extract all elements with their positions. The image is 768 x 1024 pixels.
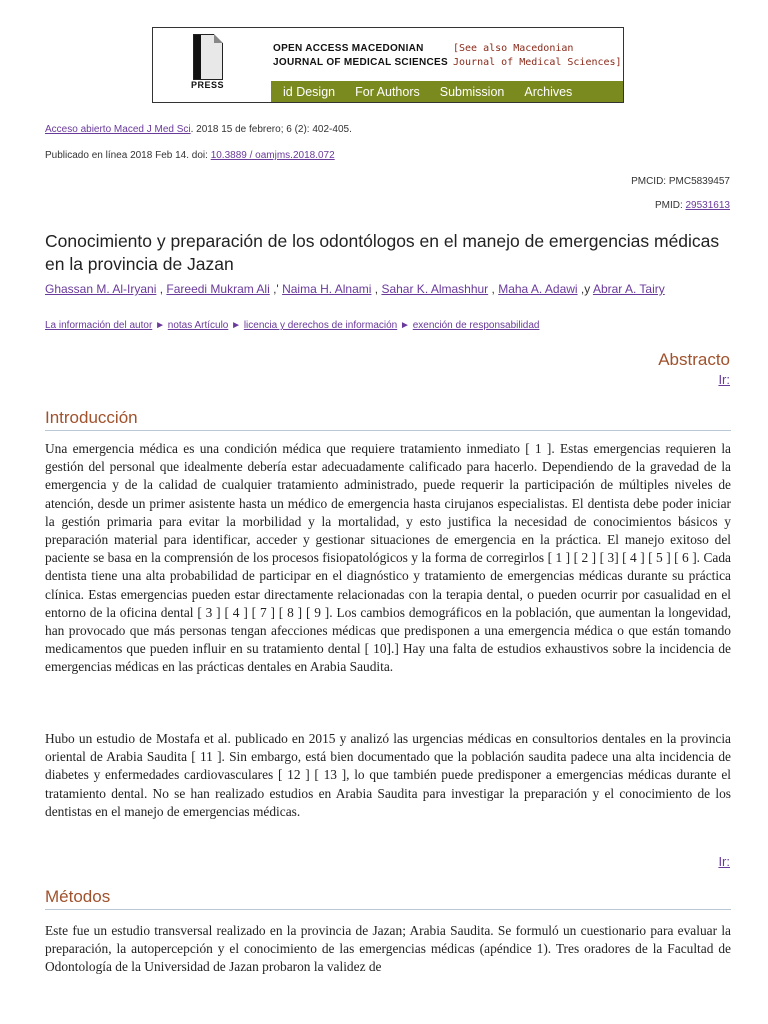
author-link[interactable]: Naima H. Alnami [282, 282, 372, 296]
doi-link[interactable]: 10.3889 / oamjms.2018.072 [210, 150, 335, 161]
citation-line [45, 124, 352, 135]
pmid-label: PMID: [654, 200, 683, 211]
author-separator: , [156, 282, 167, 296]
disclaimer-link[interactable]: exención de responsabilidad [412, 320, 540, 331]
published-line [45, 150, 335, 161]
journal-title-line2: JOURNAL OF MEDICAL SCIENCES [273, 57, 448, 68]
arrow-icon: ► [231, 320, 242, 331]
methods-paragraph-1: Este fue un estudio transversal realizado en la provincia de Jazan; Arabia Saudita. Se formuló un cuestionario para evaluar la preparación, la autopercepción y el conocimiento de las emergencias médicas (apéndice 1). Tres oradores de la Facultad de Odontología de la Universidad de Jazan probaron la validez de [45, 923, 731, 975]
author-link[interactable]: Abrar A. Tairy [592, 282, 665, 296]
author-link[interactable]: Ghassan M. Al-Iryani [45, 282, 157, 296]
author-info-link[interactable]: La información del autor [45, 320, 153, 331]
license-link[interactable]: licencia y derechos de información [243, 320, 398, 331]
article-title: Conocimiento y preparación de los odontólogos en el manejo de emergencias médicas en la provincia de Jazan [45, 231, 720, 274]
journal-link[interactable]: Acceso abierto Maced J Med Sci [45, 124, 191, 135]
journal-title [273, 42, 448, 70]
see-also-line2: Journal of Medical Sciences] [453, 57, 622, 68]
author-separator: ,y [577, 282, 593, 296]
nav-archives[interactable]: Archives [524, 84, 573, 99]
goto-link[interactable]: Ir: [718, 854, 730, 869]
journal-title-line1: OPEN ACCESS MACEDONIAN [273, 43, 424, 54]
see-also-line1: [See also Macedonian [453, 43, 574, 54]
article-info-links [45, 320, 539, 331]
author-list [45, 282, 665, 296]
author-separator: ,' [269, 282, 283, 296]
arrow-icon: ► [155, 320, 165, 331]
author-separator: , [488, 282, 499, 296]
author-separator: , [371, 282, 382, 296]
published-prefix: Publicado en línea 2018 Feb 14. doi: [45, 150, 208, 161]
pmcid: PMCID: PMC5839457 [631, 176, 730, 187]
pmid-link[interactable]: 29531613 [685, 200, 730, 211]
article-notes-link[interactable]: notas Artículo [167, 320, 229, 331]
nav-for-authors[interactable]: For Authors [355, 84, 420, 99]
methods-heading: Métodos [45, 887, 731, 910]
press-label: PRESS [191, 80, 225, 90]
nav-id-design[interactable]: id Design [283, 84, 336, 99]
abstract-heading[interactable]: Abstracto [658, 350, 730, 369]
introduction-paragraph-2: Hubo un estudio de Mostafa et al. publicado en 2015 y analizó las urgencias médicas en consultorios dentales en la provincia oriental de Arabia Saudita [ 11 ]. Sin embargo, está bien documentado que la población saudita padece una alta incidencia de diabetes y enfermedades cardiovasculares [ 12 ] [ 13 ], lo que también puede predisponer a emergencias médicas durante el tratamiento dental. No se han realizado estudios en Arabia Saudita para investigar la preparación y el conocimiento de los dentistas en el manejo de emergencias médicas. [45, 731, 731, 819]
author-link[interactable]: Maha A. Adawi [498, 282, 578, 296]
banner-nav [271, 81, 623, 102]
journal-banner [152, 27, 624, 103]
document-icon [193, 34, 223, 80]
author-link[interactable]: Fareedi Mukram Ali [166, 282, 270, 296]
author-link[interactable]: Sahar K. Almashhur [381, 282, 489, 296]
goto-link[interactable]: Ir: [718, 372, 730, 387]
see-also-note [453, 42, 622, 70]
introduction-heading: Introducción [45, 408, 731, 431]
arrow-icon: ► [400, 320, 410, 331]
citation-details: . 2018 15 de febrero; 6 (2): 402-405. [190, 124, 352, 135]
pmid-line [655, 200, 730, 211]
nav-submission[interactable]: Submission [439, 84, 505, 99]
introduction-paragraph-1: Una emergencia médica es una condición médica que requiere tratamiento inmediato [ 1 ]. Estas emergencias requieren la gestión del personal que idealmente debería estar adecuadamente calificado para hacerlo. Dependiendo de la gravedad de la emergencia y de la calidad de cualquier tratamiento administrado, puede requerir la participación de múltiples niveles de atención, desde un primer asistente hasta un médico de emergencia hasta cirujanos especialistas. El dentista debe poder iniciar la gestión primaria para evitar la morbilidad y la mortalidad, y esto justifica la necesidad de conocimientos básicos y preparación material para identificar, acceder y gestionar situaciones de emergencia en la práctica. El manejo exitoso del paciente se basa en la comprensión de los procesos fisiopatológicos y la forma de corregirlos [ 1 ] [ 2 ] [ 3] [ 4 ] [ 5 ] [ 6 ]. Cada dentista tiene una alta probabilidad de participar en el diagnóstico y tratamiento de emergencias médicas durante su práctica clínica. Estas emergencias pueden estar directamente relacionadas con la terapia dental, o pueden ocurrir por casualidad en el entorno de la oficina dental [ 3 ] [ 4 ] [ 7 ] [ 8 ] [ 9 ]. Los cambios demográficos en la población, que aumentan la longevidad, han provocado que más personas tengan afecciones médicas que predisponen a una emergencia médica o que están tomando medicamentos que pueden influir en su tratamiento dental [ 10].] Hay una falta de estudios exhaustivos sobre la incidencia de emergencias médicas en las prácticas dentales en Arabia Saudita. [45, 441, 731, 675]
publisher-logo [153, 28, 271, 102]
